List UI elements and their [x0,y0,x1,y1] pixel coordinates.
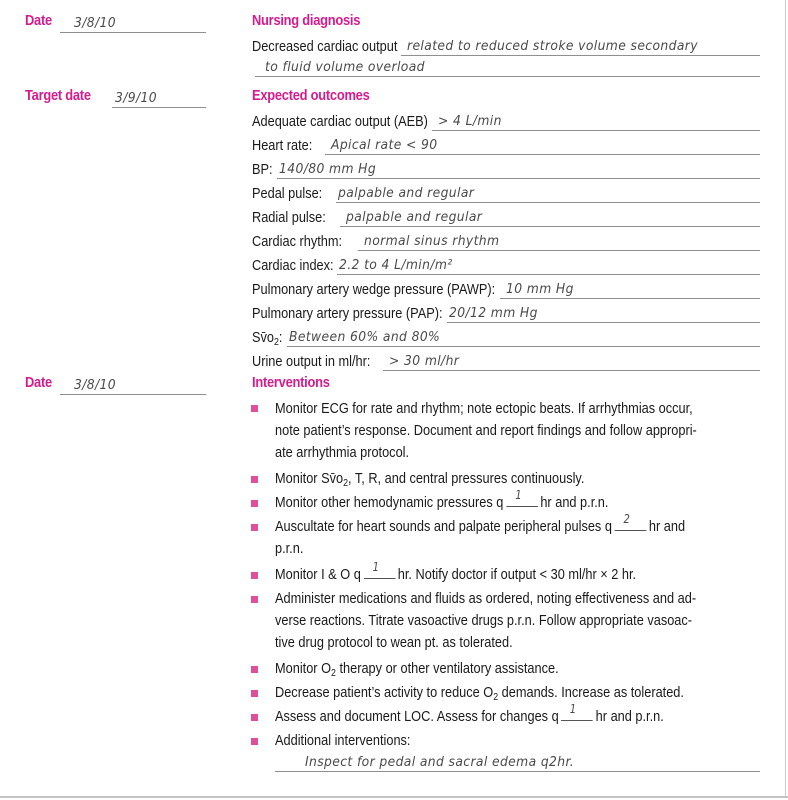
frequency-input[interactable] [363,560,395,579]
page-border-right [785,0,786,798]
text: hr and [648,519,686,535]
text: hr. Notify doctor if output < 30 ml/hr × 2 hr. [397,567,637,583]
outcome-label [252,329,282,347]
outcome-label: Heart rate: [252,138,313,154]
text: hr and p.r.n. [540,495,609,511]
outcome-radial-pulse [252,205,760,227]
interventions-heading: Interventions [252,374,330,391]
outcome-label: Radial pulse: [252,210,326,226]
date-value-1: 3/8/10 [74,16,117,31]
text: Monitor O [275,661,332,677]
outcome-value: 20/12 mm Hg [448,306,538,321]
outcome-value: palpable and regular [345,210,483,225]
bullet-icon [251,714,258,721]
svo2-label-main: Sv̄o [252,330,274,346]
text: , T, R, and central pressures continuously. [347,471,585,487]
bullet-icon [251,690,258,697]
outcome-pawp [252,277,760,299]
outcome-value: Between 60% and 80% [288,330,440,345]
outcome-input[interactable] [277,160,760,179]
intervention-item [275,560,637,586]
outcome-input[interactable] [383,352,760,371]
frequency-input[interactable] [615,512,647,531]
nursing-diagnosis-row [252,34,760,56]
intervention-item [275,658,559,680]
outcome-input[interactable] [336,184,760,203]
target-date-value: 3/9/10 [115,91,158,106]
frequency-value: 1 [372,560,379,574]
subscript: 2 [343,478,348,489]
outcome-value: > 4 L/min [437,114,502,129]
bullet-icon [251,476,258,483]
bullet-icon [251,738,258,745]
frequency-input[interactable] [561,702,593,721]
outcome-cardiac-rhythm [252,229,760,251]
svo2-label-sub: 2 [274,337,279,348]
outcome-value: normal sinus rhythm [364,234,500,249]
outcome-label: Pulmonary artery pressure (PAP): [252,306,443,322]
intervention-item [275,682,684,704]
intervention-line: verse reactions. Titrate vasoactive drugs p.r.n. Follow appropriate vasoac- [275,613,693,629]
intervention-item [275,512,686,560]
expected-outcomes-heading: Expected outcomes [252,87,370,104]
date-input-1[interactable] [60,14,206,33]
frequency-input[interactable] [506,488,538,507]
intervention-item [275,398,697,464]
text: Auscultate for heart sounds and palpate peripheral pulses q [275,519,612,535]
target-date-label: Target date [25,87,91,104]
outcome-label: Pedal pulse: [252,186,323,202]
text: demands. Increase as tolerated. [498,685,684,701]
outcome-value: > 30 ml/hr [388,354,459,369]
subscript: 2 [331,668,336,679]
outcome-cardiac-index [252,253,760,275]
frequency-value: 2 [623,512,631,526]
frequency-value: 1 [514,488,522,502]
additional-interventions-input[interactable] [275,753,760,772]
bullet-icon [251,500,258,507]
date-label-1: Date [25,12,52,29]
text: hr and p.r.n. [595,709,664,725]
outcome-label: Cardiac index: [252,258,334,274]
bullet-icon [251,596,258,603]
bullet-icon [251,572,258,579]
intervention-item [275,588,696,654]
text: therapy or other ventilatory assistance. [335,661,559,677]
nursing-diagnosis-input-line1[interactable] [401,37,760,56]
outcome-input[interactable] [432,112,760,131]
svo2-label-colon: : [278,330,283,346]
outcome-label: Adequate cardiac output (AEB) [252,114,428,130]
intervention-line: p.r.n. [275,541,304,557]
intervention-line: Administer medications and fluids as ordered, noting effectiveness and ad- [275,591,697,607]
bullet-icon [251,666,258,673]
outcome-value: 10 mm Hg [506,282,575,297]
intervention-line: note patient’s response. Document and report findings and follow appropri- [275,423,697,439]
outcome-label: Urine output in ml/hr: [252,354,371,370]
outcome-value: palpable and regular [337,186,475,201]
outcome-input[interactable] [500,280,760,299]
intervention-item [275,730,410,752]
date-label-2: Date [25,374,52,391]
outcome-value: Apical rate < 90 [330,138,438,153]
text: Monitor other hemodynamic pressures q [275,495,504,511]
text: Assess and document LOC. Assess for changes q [275,709,559,725]
target-date-input[interactable] [112,89,206,108]
outcome-pedal-pulse [252,181,760,203]
nursing-diagnosis-input-line2[interactable] [255,58,760,77]
outcome-input[interactable] [340,208,760,227]
date-input-2[interactable] [60,376,206,395]
date-value-2: 3/8/10 [74,378,117,393]
subscript: 2 [493,692,499,703]
nursing-diagnosis-value-line1: related to reduced stroke volume secondary [407,39,699,54]
outcome-cardiac-output [252,109,760,131]
outcome-value: 140/80 mm Hg [279,162,377,177]
additional-interventions-value: Inspect for pedal and sacral edema q2hr. [305,755,575,770]
nursing-diagnosis-label: Decreased cardiac output [252,39,398,55]
outcome-bp [252,157,760,179]
nursing-diagnosis-value-line2: to fluid volume overload [265,60,425,75]
text: Monitor I & O q [275,567,361,583]
intervention-item [275,488,609,514]
frequency-value: 1 [570,702,577,716]
bullet-icon [251,405,258,412]
outcome-input[interactable] [337,256,760,275]
outcome-label: Cardiac rhythm: [252,234,343,250]
intervention-line: tive drug protocol to wean pt. as tolerated. [275,635,513,651]
outcome-svo2 [252,325,760,347]
intervention-item [275,702,664,728]
bullet-icon [251,524,258,531]
outcome-input[interactable] [358,232,760,251]
intervention-item [275,468,584,490]
outcome-input[interactable] [325,136,761,155]
intervention-line: Monitor ECG for rate and rhythm; note ectopic beats. If arrhythmias occur, [275,401,693,417]
outcome-heart-rate [252,133,760,155]
outcome-label: Pulmonary artery wedge pressure (PAWP): [252,282,496,298]
page-border-bottom [0,796,788,798]
outcome-value: 2.2 to 4 L/min/m² [338,258,453,273]
outcome-urine-output [252,349,760,371]
intervention-line: ate arrhythmia protocol. [275,445,410,461]
text: Decrease patient’s activity to reduce O [275,685,494,701]
outcome-pap [252,301,760,323]
additional-interventions-label: Additional interventions: [275,733,411,749]
text: Monitor Sv̄o [275,471,344,487]
outcome-input[interactable] [447,304,761,323]
outcome-label: BP: [252,162,273,178]
nursing-diagnosis-heading: Nursing diagnosis [252,12,361,29]
outcome-input[interactable] [287,328,760,347]
